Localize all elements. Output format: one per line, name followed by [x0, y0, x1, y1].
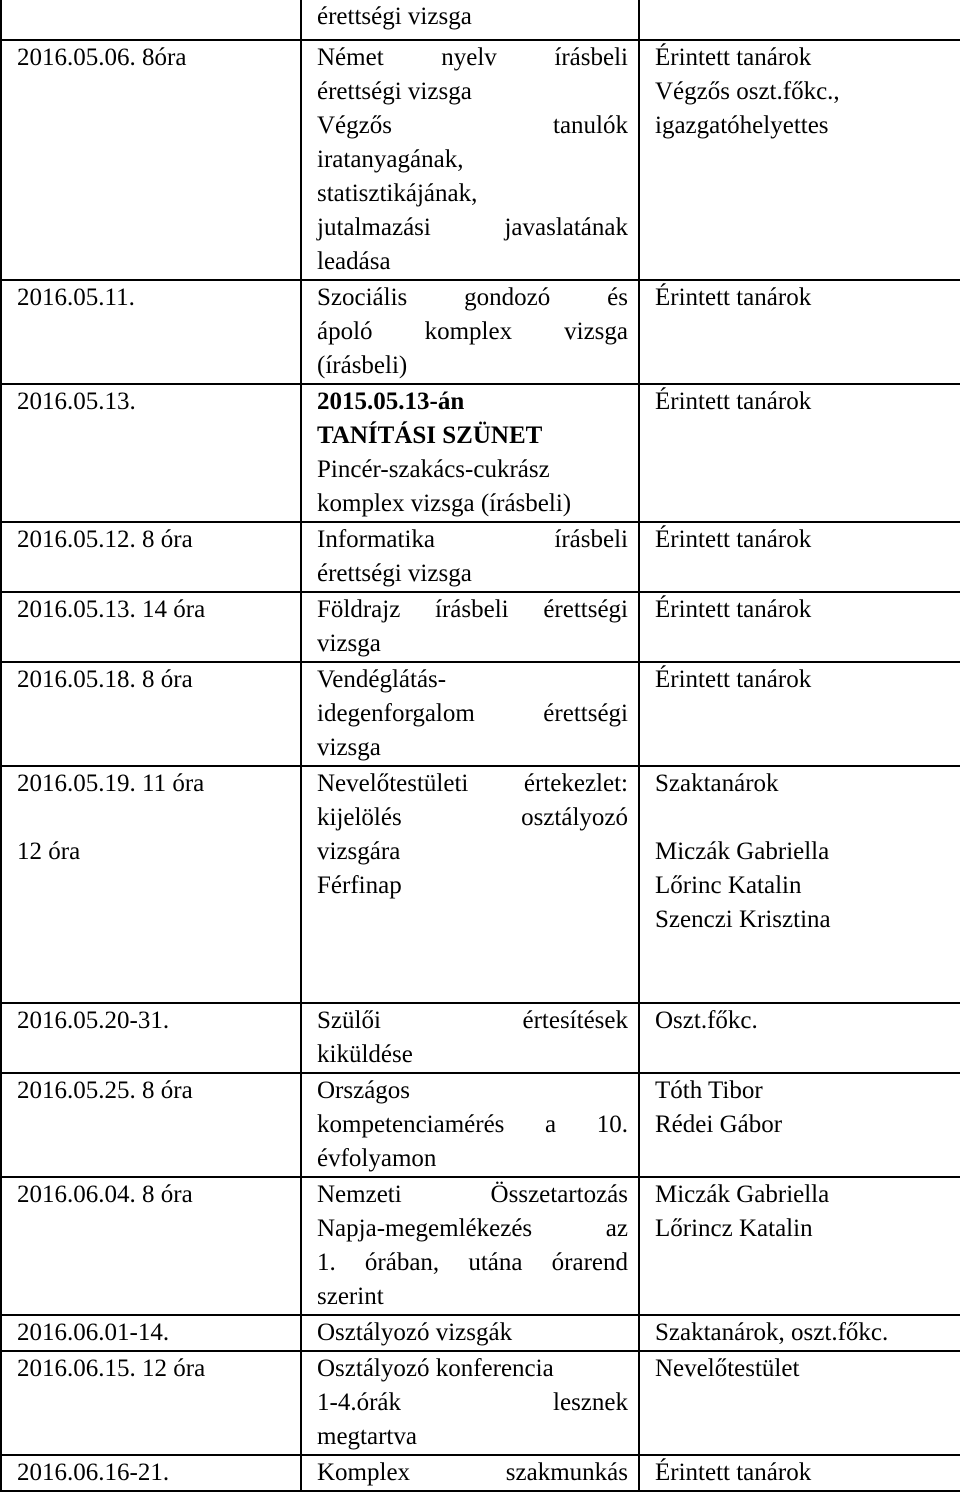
table-row	[1, 1455, 960, 1491]
date-cell	[1, 522, 301, 592]
responsible-line: Érintett tanárok	[655, 596, 812, 623]
date-line: 2016.05.19. 11 óra	[17, 770, 205, 797]
date-cell	[1, 592, 301, 662]
table-row	[1, 384, 960, 522]
event-cell	[301, 1177, 639, 1315]
event-cell	[301, 1003, 639, 1073]
event-line: megtartva	[317, 1423, 417, 1450]
event-line: érettségi vizsga	[317, 560, 472, 587]
table-row	[1, 1003, 960, 1073]
date-cell	[1, 1315, 301, 1351]
event-line: Osztályozó vizsgák	[317, 1319, 513, 1346]
responsible-line: Lőrinc Katalin	[655, 872, 802, 899]
event-line: érettségi vizsga	[317, 3, 472, 30]
event-line: statisztikájának,	[317, 180, 478, 207]
responsible-line: Tóth Tibor	[655, 1077, 763, 1104]
event-line: komplex vizsga (írásbeli)	[317, 490, 572, 517]
event-line: Nevelőtestületi értekezlet:	[317, 770, 628, 797]
event-line: Országos	[317, 1077, 411, 1104]
event-line: vizsga	[317, 630, 381, 657]
date-cell	[1, 1073, 301, 1177]
table-row	[1, 1351, 960, 1455]
responsible-line: Miczák Gabriella	[655, 838, 830, 865]
event-line: Földrajz írásbeli érettségi	[317, 596, 628, 623]
event-line: Végzős tanulók	[317, 112, 628, 139]
event-line: Informatika írásbeli	[317, 526, 628, 553]
table-row	[1, 766, 960, 1003]
responsible-line: Rédei Gábor	[655, 1111, 783, 1138]
responsible-cell	[639, 1003, 960, 1073]
responsible-cell	[639, 522, 960, 592]
event-line: Szociális gondozó és	[317, 284, 628, 311]
event-line: Nemzeti Összetartozás	[317, 1181, 628, 1208]
table-row	[1, 280, 960, 384]
date-line: 2016.05.11.	[17, 284, 135, 311]
table-row	[1, 592, 960, 662]
event-line: Komplex szakmunkás	[317, 1459, 628, 1486]
date-cell	[1, 40, 301, 280]
event-line: Férfinap	[317, 872, 402, 899]
event-line: Pincér-szakács-cukrász	[317, 456, 550, 483]
date-cell	[1, 384, 301, 522]
event-cell	[301, 0, 639, 40]
responsible-line: Érintett tanárok	[655, 666, 812, 693]
event-line: kijelölés osztályozó	[317, 804, 628, 831]
event-cell	[301, 1351, 639, 1455]
event-cell	[301, 1073, 639, 1177]
event-cell	[301, 522, 639, 592]
responsible-cell	[639, 1351, 960, 1455]
event-line: vizsgára	[317, 838, 401, 865]
responsible-line: Érintett tanárok	[655, 44, 812, 71]
responsible-line: Lőrincz Katalin	[655, 1215, 813, 1242]
date-line: 2016.05.25. 8 óra	[17, 1077, 193, 1104]
event-cell	[301, 384, 639, 522]
date-line: 2016.05.18. 8 óra	[17, 666, 193, 693]
date-cell	[1, 662, 301, 766]
table-row	[1, 1073, 960, 1177]
date-line: 2016.05.20-31.	[17, 1007, 170, 1034]
table-row	[1, 662, 960, 766]
event-cell	[301, 280, 639, 384]
event-line: jutalmazási javaslatának	[317, 214, 628, 241]
responsible-cell	[639, 592, 960, 662]
responsible-cell	[639, 662, 960, 766]
date-line: 2016.05.12. 8 óra	[17, 526, 193, 553]
spacer	[655, 801, 950, 835]
event-cell	[301, 662, 639, 766]
event-cell	[301, 592, 639, 662]
event-line-bold: TANÍTÁSI SZÜNET	[317, 422, 543, 449]
date-cell	[1, 280, 301, 384]
event-line: Német nyelv írásbeli	[317, 44, 628, 71]
responsible-cell	[639, 766, 960, 1003]
responsible-line: Oszt.főkc.	[655, 1007, 758, 1034]
responsible-cell	[639, 1315, 960, 1351]
event-line-bold: 2015.05.13-án	[317, 388, 465, 415]
responsible-line: Érintett tanárok	[655, 1459, 812, 1486]
event-line: kiküldése	[317, 1041, 413, 1068]
event-cell	[301, 1455, 639, 1491]
event-line: ápoló komplex vizsga	[317, 318, 628, 345]
date-line: 2016.06.01-14.	[17, 1319, 170, 1346]
date-line: 2016.05.13.	[17, 388, 136, 415]
event-line: Osztályozó konferencia	[317, 1355, 554, 1382]
responsible-cell	[639, 280, 960, 384]
responsible-line: Végzős oszt.főkc.,	[655, 78, 840, 105]
schedule-body	[1, 0, 960, 1491]
responsible-line: Érintett tanárok	[655, 526, 812, 553]
event-cell	[301, 40, 639, 280]
table-row	[1, 0, 960, 40]
date-cell	[1, 1351, 301, 1455]
event-line: idegenforgalom érettségi	[317, 700, 628, 727]
event-line: Napja-megemlékezés az	[317, 1215, 628, 1242]
responsible-line: Szaktanárok	[655, 770, 779, 797]
event-line: vizsga	[317, 734, 381, 761]
date-cell	[1, 1177, 301, 1315]
event-cell	[301, 766, 639, 1003]
responsible-line: Miczák Gabriella	[655, 1181, 830, 1208]
responsible-cell	[639, 40, 960, 280]
date-cell	[1, 766, 301, 1003]
event-line: kompetenciamérés a 10.	[317, 1111, 628, 1138]
event-line: 1-4.órák lesznek	[317, 1389, 628, 1416]
responsible-cell	[639, 1455, 960, 1491]
event-line: érettségi vizsga	[317, 78, 472, 105]
event-cell	[301, 1315, 639, 1351]
event-line: szerint	[317, 1283, 384, 1310]
date-cell	[1, 1003, 301, 1073]
table-row	[1, 1177, 960, 1315]
responsible-line: Szaktanárok, oszt.főkc.	[655, 1319, 889, 1346]
event-line: 1. órában, utána órarend	[317, 1249, 628, 1276]
responsible-line: Szenczi Krisztina	[655, 906, 831, 933]
responsible-cell	[639, 384, 960, 522]
responsible-line: Érintett tanárok	[655, 284, 812, 311]
date-line: 2016.05.06. 8óra	[17, 44, 187, 71]
event-line: iratanyagának,	[317, 146, 464, 173]
date-cell	[1, 1455, 301, 1491]
responsible-cell	[639, 1073, 960, 1177]
responsible-cell	[639, 1177, 960, 1315]
date-line: 2016.06.16-21.	[17, 1459, 170, 1486]
table-row	[1, 40, 960, 280]
date-line: 2016.06.04. 8 óra	[17, 1181, 193, 1208]
date-line: 12 óra	[17, 838, 81, 865]
event-line: évfolyamon	[317, 1145, 437, 1172]
responsible-line: Érintett tanárok	[655, 388, 812, 415]
responsible-cell	[639, 0, 960, 40]
event-line: (írásbeli)	[317, 352, 408, 379]
responsible-line: Nevelőtestület	[655, 1355, 800, 1382]
event-line: leadása	[317, 248, 391, 275]
event-line: Szülői értesítések	[317, 1007, 628, 1034]
date-line: 2016.05.13. 14 óra	[17, 596, 206, 623]
table-row	[1, 522, 960, 592]
date-cell	[1, 0, 301, 40]
table-row	[1, 1315, 960, 1351]
date-line: 2016.06.15. 12 óra	[17, 1355, 206, 1382]
spacer	[17, 801, 290, 835]
event-line: Vendéglátás-	[317, 666, 447, 693]
responsible-line: igazgatóhelyettes	[655, 112, 829, 139]
